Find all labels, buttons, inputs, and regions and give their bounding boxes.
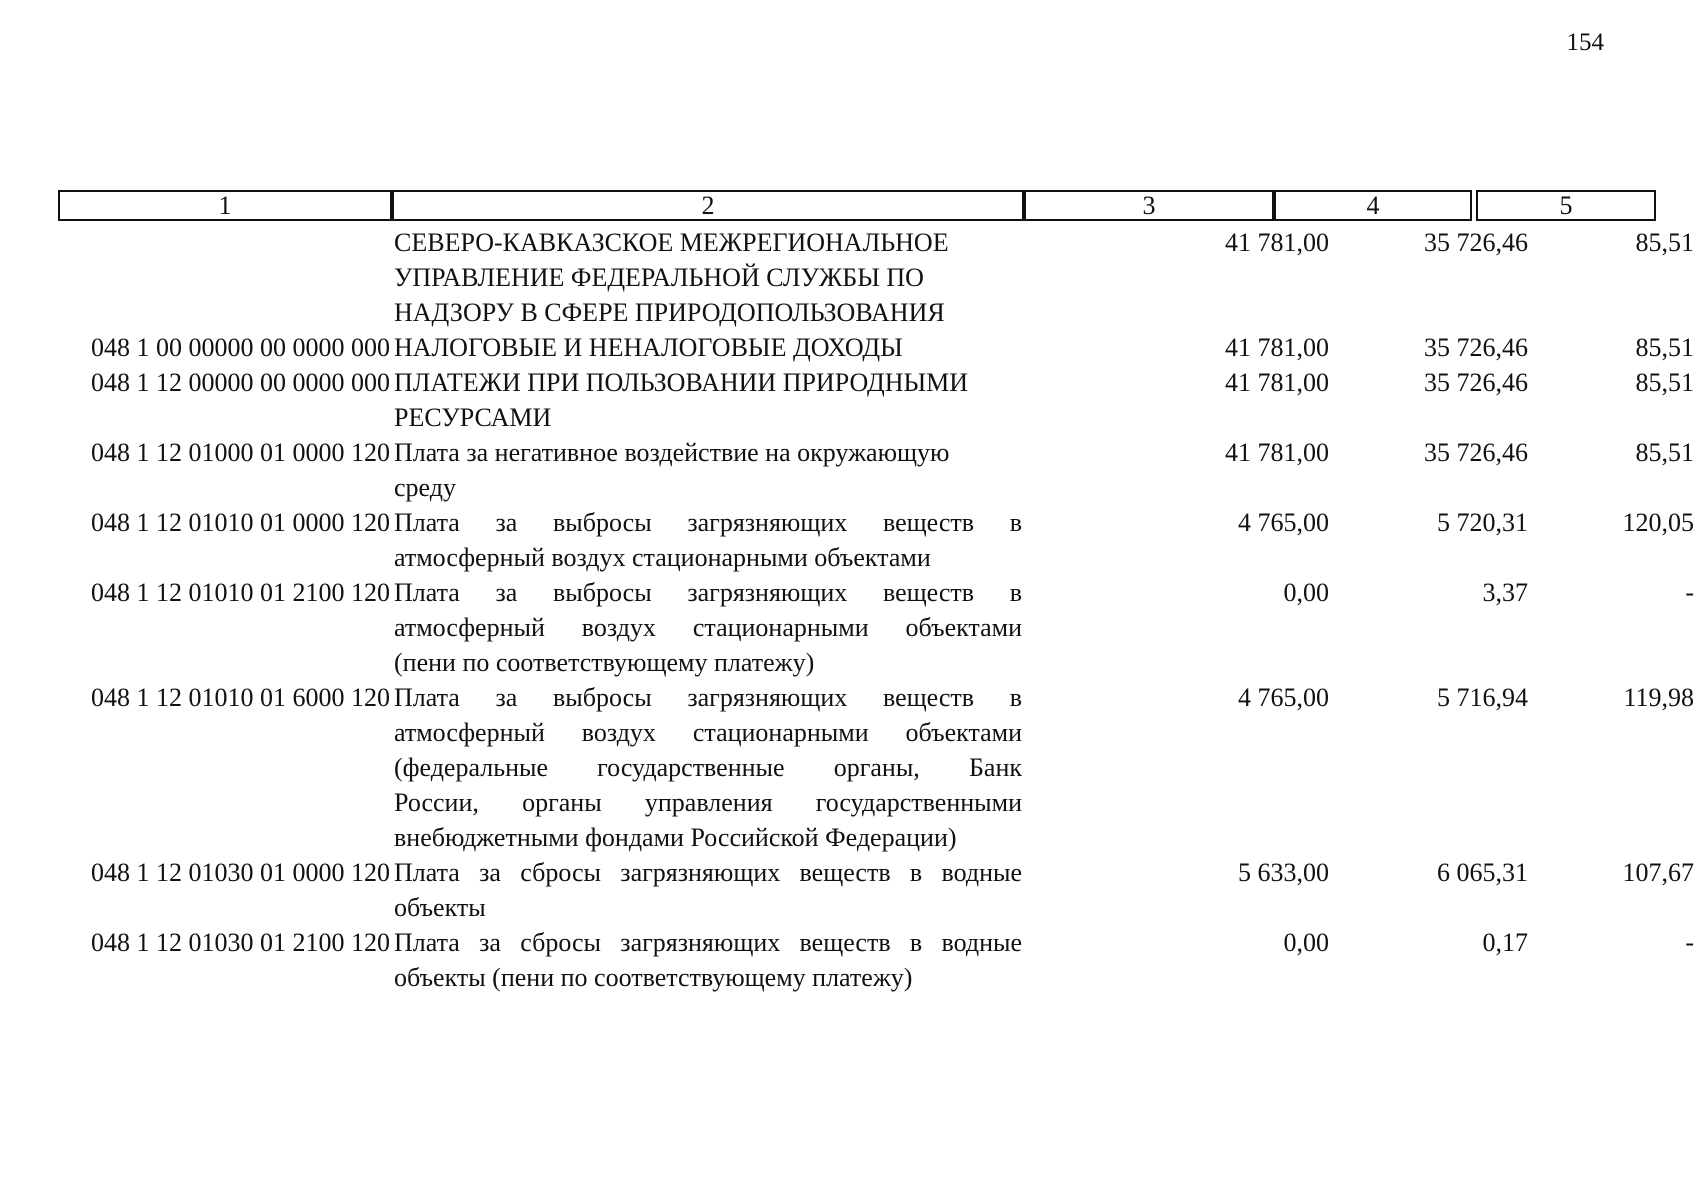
- row-plan-value: 5 633,00: [1238, 858, 1329, 887]
- page-number: 154: [1566, 29, 1604, 56]
- table-row: [58, 330, 1696, 365]
- row-name-line: среду: [394, 473, 456, 502]
- row-name: [394, 505, 1022, 575]
- row-actual-value: 35 726,46: [1424, 228, 1528, 257]
- row-plan-value: 41 781,00: [1225, 228, 1329, 257]
- row-percent-value: 85,51: [1635, 228, 1694, 257]
- table-row: [58, 925, 1696, 995]
- row-name-line: Плата за выбросы загрязняющих веществ в: [394, 683, 1022, 712]
- row-name-line: атмосферный воздух стационарными объектами: [394, 718, 1022, 747]
- row-name-line: РЕСУРСАМИ: [394, 403, 552, 432]
- row-percent-value: 119,98: [1623, 683, 1694, 712]
- row-plan-value: 41 781,00: [1225, 368, 1329, 397]
- row-actual-value: 35 726,46: [1424, 368, 1528, 397]
- row-name: [394, 365, 1022, 435]
- row-actual-value: 35 726,46: [1424, 333, 1528, 362]
- row-actual-value: 5 716,94: [1437, 683, 1528, 712]
- row-name: [394, 680, 1022, 855]
- row-plan-value: 0,00: [1283, 928, 1329, 957]
- row-name-line: (пени по соответствующему платежу): [394, 648, 815, 677]
- row-code: 048 1 12 01000 01 0000 120: [91, 438, 390, 467]
- row-actual-value: 0,17: [1482, 928, 1528, 957]
- table-row: [58, 365, 1696, 435]
- row-plan-value: 41 781,00: [1225, 333, 1329, 362]
- row-name: [394, 925, 1022, 995]
- row-name-line: Плата за негативное воздействие на окружающую: [394, 438, 950, 467]
- row-name-line: атмосферный воздух стационарными объектами: [394, 543, 931, 572]
- row-plan-value: 0,00: [1283, 578, 1329, 607]
- row-code: 048 1 12 01010 01 6000 120: [91, 683, 390, 712]
- row-name-line: Плата за выбросы загрязняющих веществ в: [394, 578, 1022, 607]
- row-percent-value: 85,51: [1635, 333, 1694, 362]
- row-name-line: НАДЗОРУ В СФЕРЕ ПРИРОДОПОЛЬЗОВАНИЯ: [394, 298, 945, 327]
- row-name-line: НАЛОГОВЫЕ И НЕНАЛОГОВЫЕ ДОХОДЫ: [394, 333, 903, 362]
- table-row: [58, 855, 1696, 925]
- row-name: [394, 575, 1022, 680]
- table-row: [58, 680, 1696, 855]
- table-row: [58, 225, 1696, 330]
- row-name-line: внебюджетными фондами Российской Федерации): [394, 823, 957, 852]
- row-plan-value: 4 765,00: [1238, 683, 1329, 712]
- header-cell-2: 2: [392, 190, 1024, 221]
- row-name-line: ПЛАТЕЖИ ПРИ ПОЛЬЗОВАНИИ ПРИРОДНЫМИ: [394, 368, 969, 397]
- row-percent-value: 85,51: [1635, 368, 1694, 397]
- row-name-line: Плата за сбросы загрязняющих веществ в водные: [394, 858, 1022, 887]
- row-name-line: атмосферный воздух стационарными объектами: [394, 613, 1022, 642]
- row-name-line: Плата за выбросы загрязняющих веществ в: [394, 508, 1022, 537]
- table-row: [58, 435, 1696, 505]
- header-cell-4: 4: [1274, 190, 1472, 221]
- row-plan-value: 41 781,00: [1225, 438, 1329, 467]
- row-actual-value: 6 065,31: [1437, 858, 1528, 887]
- row-name: [394, 225, 1022, 330]
- row-name-line: России, органы управления государственными: [394, 788, 1022, 817]
- row-name: [394, 330, 1022, 365]
- header-cell-1: 1: [58, 190, 392, 221]
- row-code: 048 1 00 00000 00 0000 000: [91, 333, 390, 362]
- table-row: [58, 505, 1696, 575]
- row-code: 048 1 12 01010 01 2100 120: [91, 578, 390, 607]
- row-percent-value: 85,51: [1635, 438, 1694, 467]
- row-actual-value: 3,37: [1482, 578, 1528, 607]
- row-name-line: объекты: [394, 893, 486, 922]
- row-code: 048 1 12 01030 01 0000 120: [91, 858, 390, 887]
- header-cell-3: 3: [1024, 190, 1274, 221]
- row-name: [394, 435, 1022, 505]
- row-percent-value: -: [1685, 578, 1694, 607]
- row-actual-value: 35 726,46: [1424, 438, 1528, 467]
- table-row: [58, 575, 1696, 680]
- row-actual-value: 5 720,31: [1437, 508, 1528, 537]
- row-name-line: (федеральные государственные органы, Банк: [394, 753, 1022, 782]
- row-percent-value: -: [1685, 928, 1694, 957]
- row-name-line: СЕВЕРО-КАВКАЗСКОЕ МЕЖРЕГИОНАЛЬНОЕ: [394, 228, 949, 257]
- row-plan-value: 4 765,00: [1238, 508, 1329, 537]
- row-name-line: УПРАВЛЕНИЕ ФЕДЕРАЛЬНОЙ СЛУЖБЫ ПО: [394, 263, 924, 292]
- header-cell-5: 5: [1476, 190, 1656, 221]
- row-name-line: Плата за сбросы загрязняющих веществ в водные: [394, 928, 1022, 957]
- row-code: 048 1 12 01010 01 0000 120: [91, 508, 390, 537]
- row-percent-value: 107,67: [1622, 858, 1694, 887]
- row-code: 048 1 12 01030 01 2100 120: [91, 928, 390, 957]
- row-name-line: объекты (пени по соответствующему платежу): [394, 963, 913, 992]
- row-percent-value: 120,05: [1622, 508, 1694, 537]
- row-code: 048 1 12 00000 00 0000 000: [91, 368, 390, 397]
- row-name: [394, 855, 1022, 925]
